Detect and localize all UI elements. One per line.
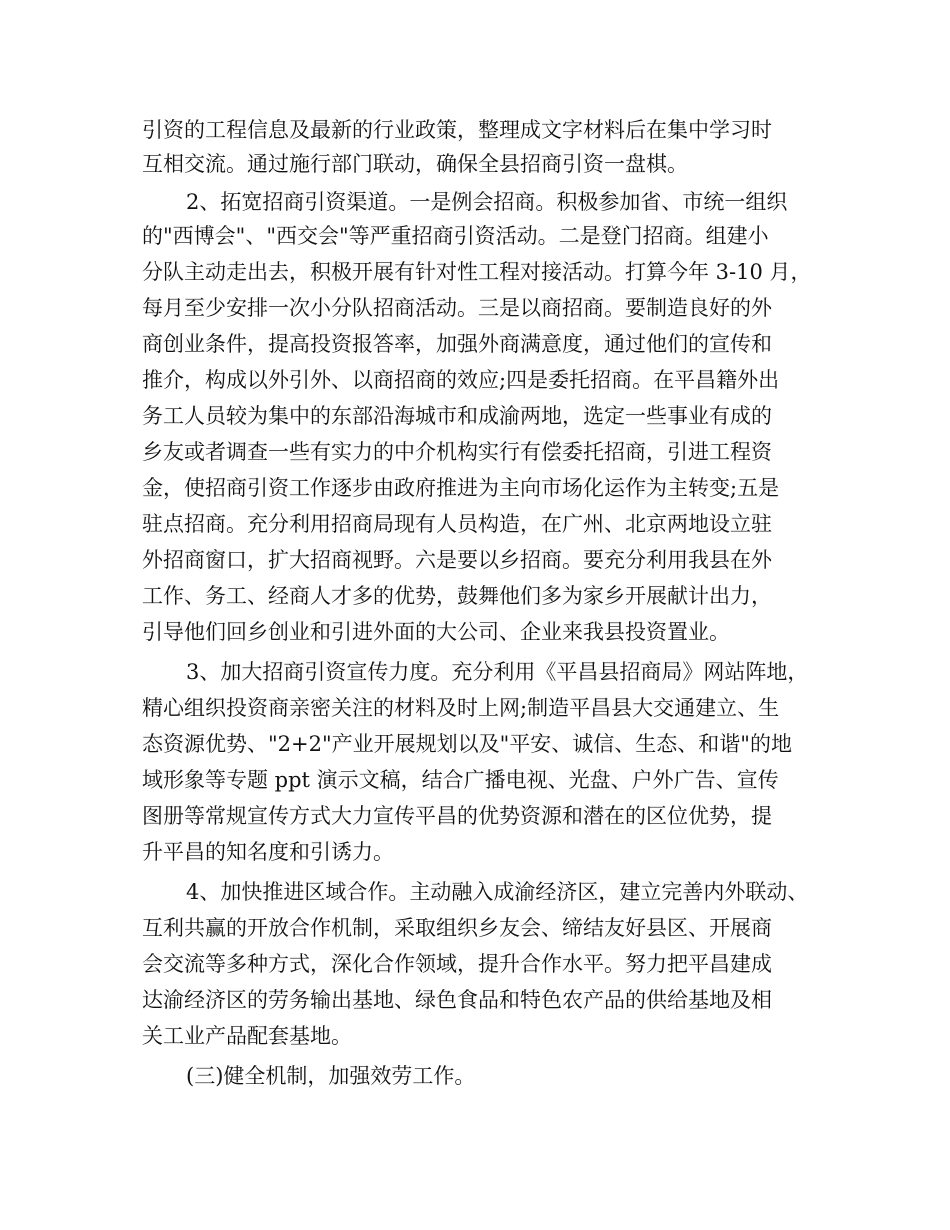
text-line: 外招商窗口，扩大招商视野。六是要以乡招商。要充分利用我县在外 <box>142 548 772 572</box>
text-line: 商创业条件，提高投资报答率，加强外商满意度，通过他们的宣传和 <box>142 332 772 356</box>
text-line: 乡友或者调查一些有实力的中介机构实行有偿委托招商，引进工程资 <box>142 440 772 464</box>
text-line: 工作、务工、经商人才多的优势，鼓舞他们多为家乡开展献计出力， <box>142 584 772 608</box>
section-heading: (三)健全机制，加强效劳工作。 <box>186 1064 476 1088</box>
text-line: 驻点招商。充分利用招商局现有人员构造，在广州、北京两地设立驻 <box>142 512 772 536</box>
text-line: 金，使招商引资工作逐步由政府推进为主向市场化运作为主转变;五是 <box>142 476 780 500</box>
text-line: 推介，构成以外引外、以商招商的效应;四是委托招商。在平昌籍外出 <box>142 368 780 392</box>
text-line: 会交流等多种方式，深化合作领域，提升合作水平。努力把平昌建成 <box>142 952 772 976</box>
text-line: 互相交流。通过施行部门联动，确保全县招商引资一盘棋。 <box>142 152 688 176</box>
text-line: 图册等常规宣传方式大力宣传平昌的优势资源和潜在的区位优势，提 <box>142 804 772 828</box>
text-line: 每月至少安排一次小分队招商活动。三是以商招商。要制造良好的外 <box>142 296 772 320</box>
text-line: 升平昌的知名度和引诱力。 <box>142 840 394 864</box>
paragraph-start-line: 3、加大招商引资宣传力度。充分利用《平昌县招商局》网站阵地， <box>186 660 809 684</box>
text-line: 互利共赢的开放合作机制，采取组织乡友会、缔结友好县区、开展商 <box>142 916 772 940</box>
text-line: 引资的工程信息及最新的行业政策，整理成文字材料后在集中学习时 <box>142 118 772 142</box>
text-line: 引导他们回乡创业和引进外面的大公司、企业来我县投资置业。 <box>142 620 730 644</box>
paragraph-start-line: 4、加快推进区域合作。主动融入成渝经济区，建立完善内外联动、 <box>186 880 809 904</box>
text-line: 达渝经济区的劳务输出基地、绿色食品和特色农产品的供给基地及相 <box>142 988 772 1012</box>
text-line: 精心组织投资商亲密关注的材料及时上网;制造平昌县大交通建立、生 <box>142 696 780 720</box>
paragraph-start-line: 2、拓宽招商引资渠道。一是例会招商。积极参加省、市统一组织 <box>186 190 788 214</box>
text-line: 的"西博会"、"西交会"等严重招商引资活动。二是登门招商。组建小 <box>142 224 769 248</box>
text-line: 关工业产品配套基地。 <box>142 1024 352 1048</box>
text-line: 态资源优势、"2+2"产业开展规划以及"平安、诚信、生态、和谐"的地 <box>142 732 792 756</box>
text-line: 务工人员较为集中的东部沿海城市和成渝两地，选定一些事业有成的 <box>142 404 772 428</box>
text-line: 域形象等专题 ppt 演示文稿，结合广播电视、光盘、户外广告、宣传 <box>142 768 779 792</box>
text-line: 分队主动走出去，积极开展有针对性工程对接活动。打算今年 3-10 月， <box>142 260 812 284</box>
